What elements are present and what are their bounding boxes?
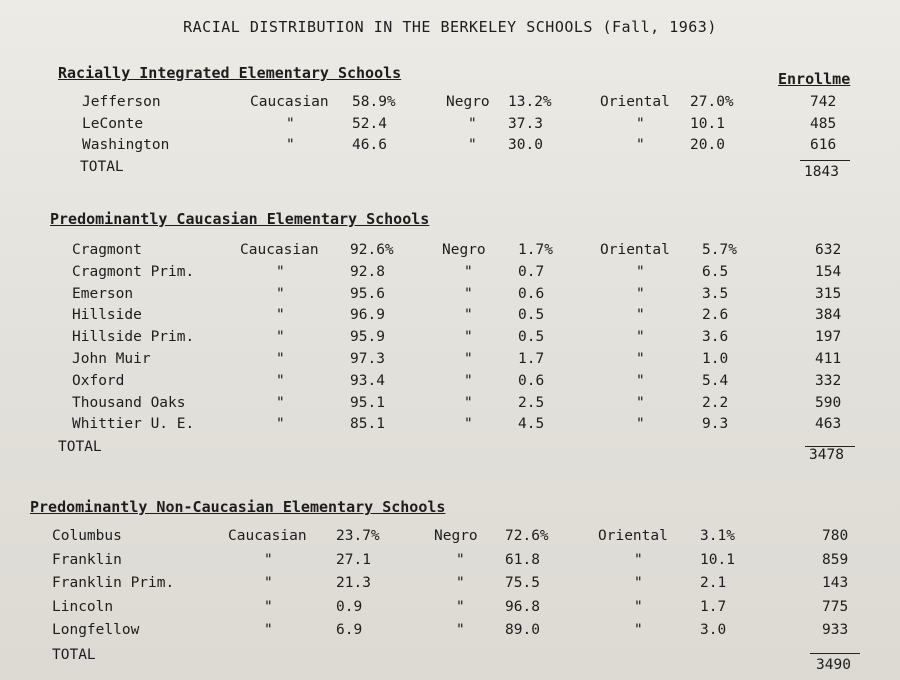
enrollment-value: 411 <box>815 351 842 367</box>
school-name: Whittier U. E. <box>72 416 195 433</box>
school-name: Franklin <box>52 551 122 568</box>
negro-percent: 0.6 <box>518 372 545 389</box>
enrollment-value: 332 <box>815 372 842 389</box>
caucasian-percent: 85.1 <box>350 416 385 433</box>
oriental-label: " <box>636 372 645 389</box>
caucasian-percent: 93.4 <box>350 372 385 389</box>
oriental-label: " <box>634 575 643 591</box>
document-title: RACIAL DISTRIBUTION IN THE BERKELEY SCHOOLS (Fall, 1963) <box>183 18 717 36</box>
oriental-label: " <box>636 263 645 280</box>
oriental-percent: 3.0 <box>700 622 727 638</box>
caucasian-label: " <box>276 285 285 302</box>
negro-label: Negro <box>434 528 478 544</box>
caucasian-label: " <box>264 551 273 568</box>
caucasian-label: Caucasian <box>240 242 319 258</box>
negro-percent: 13.2% <box>508 94 552 110</box>
negro-percent: 75.5 <box>505 575 540 591</box>
caucasian-percent: 21.3 <box>336 575 371 591</box>
section-heading: Predominantly Non-Caucasian Elementary Schools <box>30 498 446 516</box>
caucasian-percent: 46.6 <box>352 137 387 153</box>
total-rule <box>800 160 850 161</box>
negro-percent: 96.8 <box>505 598 540 615</box>
caucasian-percent: 58.9% <box>352 94 396 110</box>
negro-percent: 1.7% <box>518 242 553 258</box>
school-name: Emerson <box>72 285 134 302</box>
caucasian-label: " <box>276 394 285 411</box>
enrollment-value: 315 <box>815 285 842 302</box>
enrollment-value: 775 <box>822 598 849 615</box>
negro-percent: 89.0 <box>505 622 540 638</box>
caucasian-label: " <box>276 351 285 367</box>
caucasian-percent: 6.9 <box>336 622 363 638</box>
negro-label: " <box>464 307 473 324</box>
negro-label: " <box>456 598 465 615</box>
school-name: Lincoln <box>52 598 114 615</box>
school-name: John Muir <box>72 351 151 367</box>
total-label: TOTAL <box>58 439 102 455</box>
caucasian-label: Caucasian <box>228 528 307 544</box>
oriental-label: Oriental <box>598 528 668 544</box>
enrollment-value: 780 <box>822 528 849 544</box>
caucasian-percent: 0.9 <box>336 598 363 615</box>
caucasian-percent: 92.6% <box>350 242 394 258</box>
caucasian-percent: 97.3 <box>350 351 385 367</box>
negro-label: " <box>468 115 477 132</box>
total-value: 3490 <box>816 657 851 673</box>
caucasian-percent: 23.7% <box>336 528 380 544</box>
section-heading: Predominantly Caucasian Elementary Schools <box>50 210 430 228</box>
oriental-percent: 2.6 <box>702 307 729 324</box>
oriental-label: " <box>634 622 643 638</box>
enrollment-value: 859 <box>822 551 849 568</box>
oriental-percent: 1.0 <box>702 351 729 367</box>
negro-label: " <box>464 394 473 411</box>
caucasian-label: Caucasian <box>250 94 329 110</box>
negro-label: " <box>464 285 473 302</box>
school-name: Longfellow <box>52 622 140 638</box>
school-name: Thousand Oaks <box>72 394 186 411</box>
school-name: Hillside <box>72 307 142 324</box>
caucasian-percent: 95.9 <box>350 329 385 346</box>
negro-label: " <box>464 416 473 433</box>
oriental-percent: 10.1 <box>700 551 735 568</box>
school-name: Franklin Prim. <box>52 575 175 591</box>
caucasian-percent: 27.1 <box>336 551 371 568</box>
oriental-percent: 3.6 <box>702 329 729 346</box>
caucasian-label: " <box>264 622 273 638</box>
oriental-label: " <box>636 285 645 302</box>
enrollment-value: 384 <box>815 307 842 324</box>
enrollment-value: 197 <box>815 329 842 346</box>
oriental-percent: 5.4 <box>702 372 729 389</box>
negro-percent: 0.7 <box>518 263 545 280</box>
oriental-label: " <box>636 137 645 153</box>
oriental-percent: 6.5 <box>702 263 729 280</box>
negro-label: " <box>456 575 465 591</box>
negro-label: " <box>456 551 465 568</box>
negro-percent: 30.0 <box>508 137 543 153</box>
oriental-percent: 5.7% <box>702 242 737 258</box>
oriental-label: " <box>634 598 643 615</box>
enrollment-column-header: Enrollme <box>778 70 851 88</box>
negro-label: " <box>456 622 465 638</box>
enrollment-value: 616 <box>810 137 837 153</box>
total-value: 3478 <box>809 447 844 463</box>
oriental-percent: 3.1% <box>700 528 735 544</box>
negro-percent: 61.8 <box>505 551 540 568</box>
caucasian-label: " <box>286 115 295 132</box>
negro-label: " <box>468 137 477 153</box>
oriental-label: " <box>636 351 645 367</box>
total-rule <box>810 653 860 654</box>
caucasian-label: " <box>276 372 285 389</box>
enrollment-value: 154 <box>815 263 842 280</box>
negro-percent: 0.5 <box>518 307 545 324</box>
oriental-label: " <box>636 394 645 411</box>
enrollment-value: 485 <box>810 115 837 132</box>
negro-label: Negro <box>442 242 486 258</box>
enrollment-value: 742 <box>810 94 837 110</box>
caucasian-label: " <box>264 575 273 591</box>
caucasian-percent: 52.4 <box>352 115 387 132</box>
school-name: LeConte <box>82 115 144 132</box>
oriental-label: Oriental <box>600 242 670 258</box>
school-name: Hillside Prim. <box>72 329 195 346</box>
school-name: Cragmont <box>72 242 142 258</box>
enrollment-value: 590 <box>815 394 842 411</box>
negro-percent: 1.7 <box>518 351 545 367</box>
negro-percent: 37.3 <box>508 115 543 132</box>
negro-percent: 4.5 <box>518 416 545 433</box>
negro-label: " <box>464 263 473 280</box>
oriental-label: Oriental <box>600 94 670 110</box>
caucasian-percent: 92.8 <box>350 263 385 280</box>
negro-percent: 0.5 <box>518 329 545 346</box>
oriental-percent: 27.0% <box>690 94 734 110</box>
oriental-percent: 2.2 <box>702 394 729 411</box>
caucasian-label: " <box>276 263 285 280</box>
oriental-percent: 2.1 <box>700 575 727 591</box>
total-value: 1843 <box>804 164 839 180</box>
negro-label: " <box>464 351 473 367</box>
enrollment-value: 933 <box>822 622 849 638</box>
negro-percent: 2.5 <box>518 394 545 411</box>
caucasian-label: " <box>276 307 285 324</box>
oriental-label: " <box>634 551 643 568</box>
enrollment-value: 632 <box>815 242 842 258</box>
enrollment-value: 143 <box>822 575 849 591</box>
total-label: TOTAL <box>52 647 96 663</box>
negro-label: Negro <box>446 94 490 110</box>
school-name: Columbus <box>52 528 122 544</box>
total-label: TOTAL <box>80 159 124 175</box>
oriental-percent: 3.5 <box>702 285 729 302</box>
oriental-label: " <box>636 307 645 324</box>
caucasian-label: " <box>276 416 285 433</box>
oriental-label: " <box>636 416 645 433</box>
oriental-percent: 1.7 <box>700 598 727 615</box>
caucasian-percent: 95.6 <box>350 285 385 302</box>
oriental-percent: 20.0 <box>690 137 725 153</box>
oriental-percent: 10.1 <box>690 115 725 132</box>
school-name: Cragmont Prim. <box>72 263 195 280</box>
oriental-label: " <box>636 329 645 346</box>
oriental-percent: 9.3 <box>702 416 729 433</box>
school-name: Washington <box>82 137 170 153</box>
school-name: Jefferson <box>82 94 161 110</box>
caucasian-percent: 95.1 <box>350 394 385 411</box>
enrollment-value: 463 <box>815 416 842 433</box>
caucasian-label: " <box>276 329 285 346</box>
negro-label: " <box>464 329 473 346</box>
oriental-label: " <box>636 115 645 132</box>
caucasian-label: " <box>264 598 273 615</box>
caucasian-percent: 96.9 <box>350 307 385 324</box>
negro-percent: 72.6% <box>505 528 549 544</box>
negro-percent: 0.6 <box>518 285 545 302</box>
school-name: Oxford <box>72 372 125 389</box>
negro-label: " <box>464 372 473 389</box>
caucasian-label: " <box>286 137 295 153</box>
section-heading: Racially Integrated Elementary Schools <box>58 64 402 82</box>
